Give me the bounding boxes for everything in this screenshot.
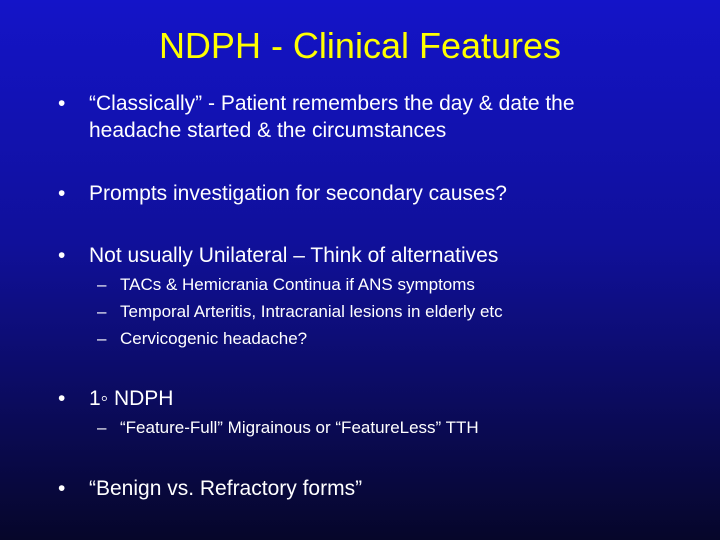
bullet-text: Not usually Unilateral – Think of alternatives: [89, 244, 499, 267]
sub-marker: –: [97, 329, 107, 348]
sub-text: Cervicogenic headache?: [120, 329, 308, 348]
sub-marker: –: [97, 275, 107, 294]
bullet-text: “Classically” - Patient remembers the day & date the: [89, 92, 575, 115]
bullet-marker: •: [58, 477, 66, 500]
bullet-marker: •: [58, 92, 66, 115]
bullet-marker: •: [58, 182, 66, 205]
sub-marker: –: [97, 418, 107, 437]
bullet-marker: •: [58, 387, 66, 410]
bullet-text: Prompts investigation for secondary causes?: [89, 182, 507, 205]
bullet-marker: •: [58, 244, 66, 267]
sub-marker: –: [97, 302, 107, 321]
bullet-text: “Benign vs. Refractory forms”: [89, 477, 363, 500]
sub-text: TACs & Hemicrania Continua if ANS symptoms: [120, 275, 475, 294]
bullet-text: headache started & the circumstances: [89, 119, 447, 142]
sub-text: “Feature-Full” Migrainous or “FeatureLess” TTH: [120, 418, 479, 437]
slide-title: NDPH - Clinical Features: [158, 25, 562, 66]
sub-text: Temporal Arteritis, Intracranial lesions in elderly etc: [120, 302, 503, 321]
bullet-text: 1◦ NDPH: [89, 387, 174, 410]
